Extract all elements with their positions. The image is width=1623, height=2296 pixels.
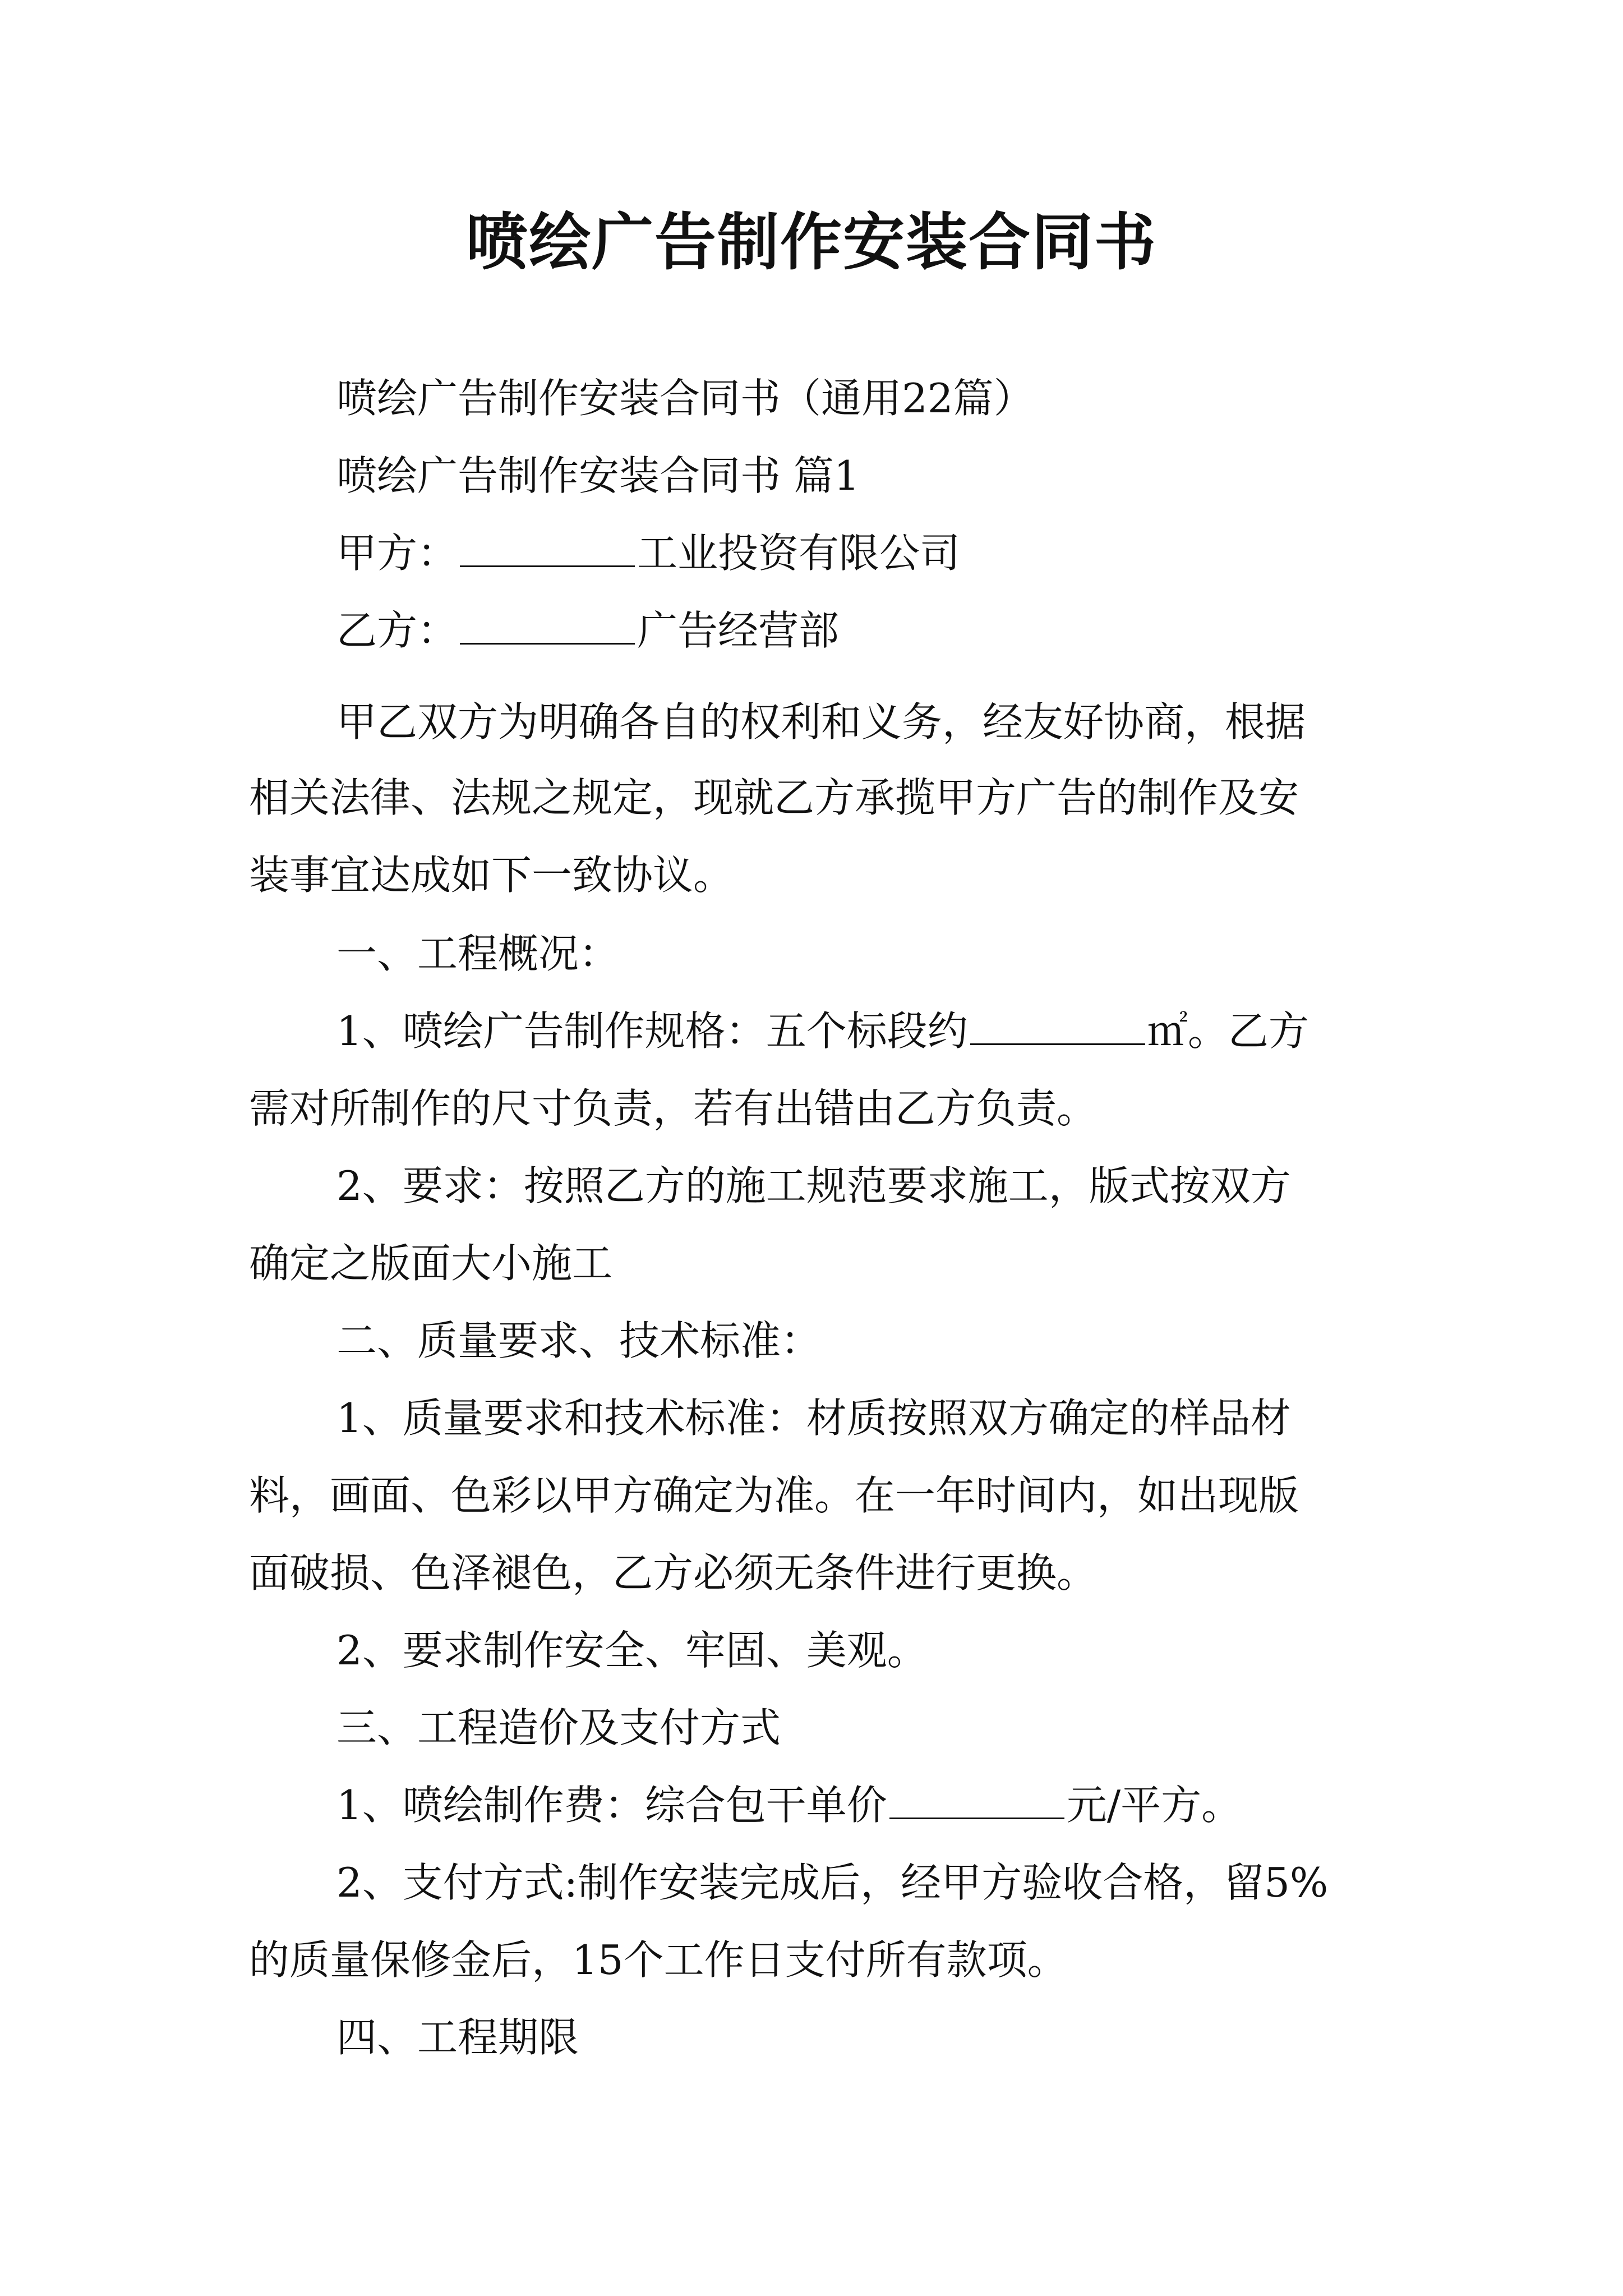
item-2-2: 2、要求制作安全、牢固、美观。 (336, 1627, 928, 1674)
heading-2: 二、质量要求、技术标准： (336, 1317, 822, 1364)
item-3-2-line-1: 2、支付方式:制作安装完成后，经甲方验收合格，留5% (336, 1859, 1329, 1906)
document-title: 喷绘广告制作安装合同书 (466, 206, 1157, 278)
party-a-line (249, 525, 1399, 581)
heading-3: 三、工程造价及支付方式 (336, 1704, 781, 1751)
item-1-1-text-a: 1、喷绘广告制作规格：五个标段约 (336, 1007, 968, 1055)
section-heading: 喷绘广告制作安装合同书 篇1 (336, 452, 860, 499)
party-b-label: 乙方： (336, 607, 458, 654)
item-3-1-text-b: 元/平方。 (1066, 1782, 1242, 1829)
intro-line-3: 装事宜达成如下一致协议。 (249, 852, 734, 899)
party-a-label: 甲方： (336, 530, 458, 577)
item-1-2-line-1: 2、要求：按照乙方的施工规范要求施工，版式按双方 (336, 1162, 1291, 1209)
intro-line-2: 相关法律、法规之规定，现就乙方承揽甲方广告的制作及安 (249, 774, 1299, 821)
item-1-1-line-2: 需对所制作的尺寸负责，若有出错由乙方负责。 (249, 1085, 1098, 1132)
item-1-2-line-2: 确定之版面大小施工 (249, 1240, 613, 1287)
item-2-1-line-1: 1、质量要求和技术标准：材质按照双方确定的样品材 (336, 1395, 1291, 1442)
party-b-name: 广告经营部 (637, 607, 840, 654)
item-2-1-line-3: 面破损、色泽褪色，乙方必须无条件进行更换。 (249, 1549, 1098, 1596)
item-1-1-text-b: ㎡。乙方 (1147, 1007, 1309, 1055)
party-a-blank (460, 528, 635, 567)
heading-4: 四、工程期限 (336, 2014, 579, 2061)
unit-price-blank (889, 1780, 1064, 1819)
item-3-1-text-a: 1、喷绘制作费：综合包干单价 (336, 1782, 887, 1829)
area-blank (970, 1006, 1145, 1045)
party-a-name: 工业投资有限公司 (637, 530, 961, 577)
item-3-2-line-2: 的质量保修金后，15个工作日支付所有款项。 (249, 1936, 1068, 1984)
item-3-1 (249, 1777, 1399, 1833)
party-b-line (249, 602, 1399, 659)
heading-1: 一、工程概况： (336, 930, 620, 977)
party-b-blank (460, 606, 635, 645)
intro-line-1: 甲乙双方为明确各自的权利和义务，经友好协商，根据 (336, 698, 1306, 746)
item-2-1-line-2: 料，画面、色彩以甲方确定为准。在一年时间内，如出现版 (249, 1472, 1299, 1519)
item-1-1-line-1 (249, 1003, 1399, 1059)
document-subtitle: 喷绘广告制作安装合同书（通用22篇） (336, 375, 1034, 422)
